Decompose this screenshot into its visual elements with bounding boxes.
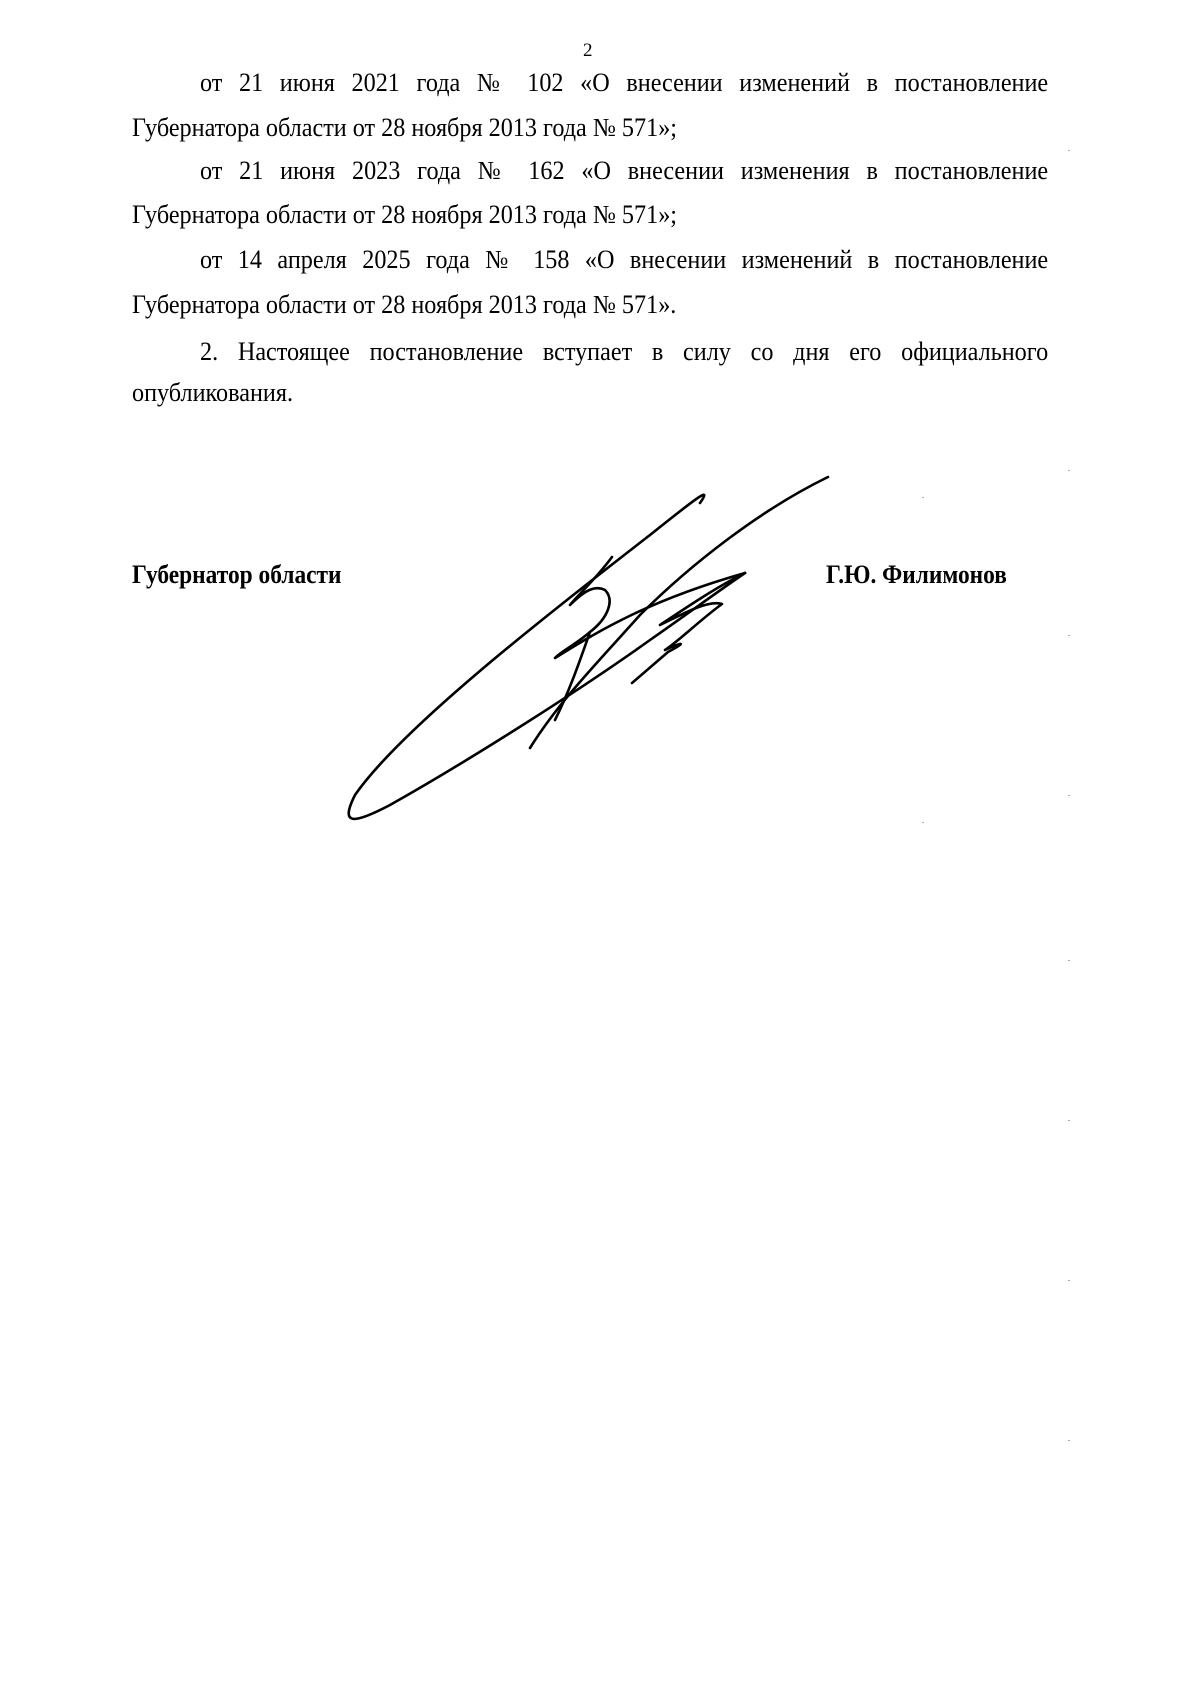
paragraph-3-line-2: Губернатора области от 28 ноября 2013 года № 571». xyxy=(132,290,677,319)
signature-zigzag-2 xyxy=(632,573,745,683)
signatory-position: Губернатор области xyxy=(132,560,342,589)
signature-loop xyxy=(349,495,745,819)
paragraph-1-line-2: Губернатора области от 28 ноября 2013 года № 571»; xyxy=(132,113,678,142)
paragraph-2-line-2: Губернатора области от 28 ноября 2013 года № 571»; xyxy=(132,200,678,229)
page-number: 2 xyxy=(583,40,593,61)
paragraph-4-line-2: опубликования. xyxy=(132,378,294,407)
paragraph-3-line-1: от 14 апреля 2025 года № 158 «О внесении изменений в постановление xyxy=(200,245,1049,274)
paragraph-2-line-1: от 21 июня 2023 года № 162 «О внесении изменения в постановление xyxy=(200,156,1049,185)
signatory-name: Г.Ю. Филимонов xyxy=(826,560,1007,589)
paragraph-4-line-1: 2. Настоящее постановление вступает в силу со дня его официального xyxy=(200,337,1049,366)
paragraph-1-line-1: от 21 июня 2021 года № 102 «О внесении изменений в постановление xyxy=(200,68,1049,97)
